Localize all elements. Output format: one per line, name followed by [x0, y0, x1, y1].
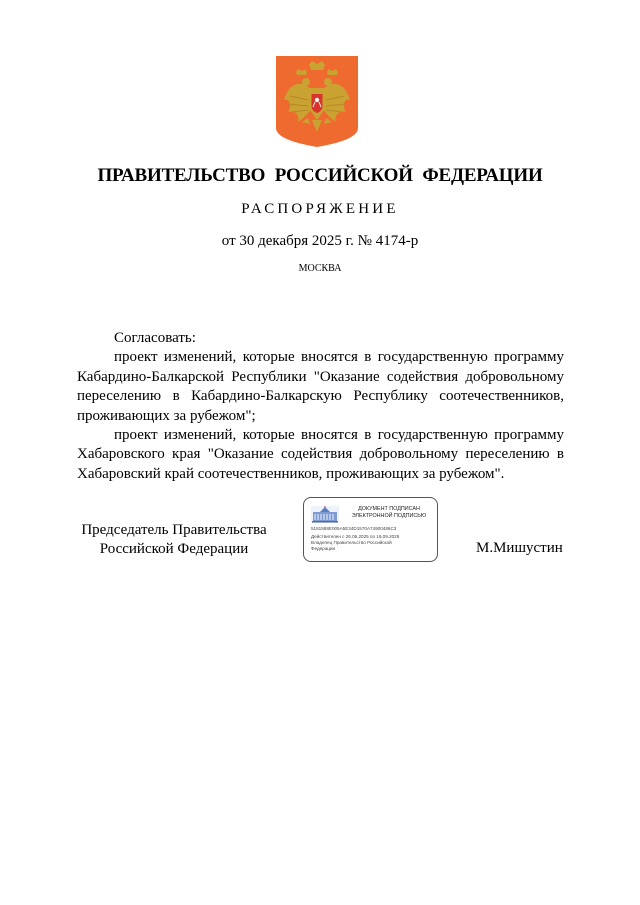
document-type: РАСПОРЯЖЕНИЕ [241, 201, 399, 217]
order-body [77, 329, 564, 484]
stamp-heading-line: ДОКУМЕНТ ПОДПИСАН [358, 506, 420, 512]
government-title: ПРАВИТЕЛЬСТВО РОССИЙСКОЙ ФЕДЕРАЦИИ [97, 165, 543, 186]
government-building-icon [311, 506, 339, 523]
russian-coat-of-arms-icon [276, 56, 358, 147]
signer-title-line: Председатель Правительства [81, 522, 267, 538]
order-item: проект изменений, которые вносятся в государственную программу Кабардино-Балкарской Республики "Оказание содействия добровольному переселению в Кабардино-Балкарскую Республику соотечественников, проживающих за рубежом"; [77, 349, 564, 424]
document-date-number: от 30 декабря 2025 г. № 4174-р [221, 233, 419, 249]
stamp-owner: Владелец Правительство Российской [311, 540, 392, 545]
stamp-validity: Действителен с 26.06.2025 по 19.09.2026 [311, 534, 400, 539]
signer-title-line: Российской Федерации [99, 541, 249, 557]
stamp-heading-line: ЭЛЕКТРОННОЙ ПОДПИСЬЮ [351, 513, 427, 519]
stamp-certificate: 5181588E005A5E34D1570A74900486C3 [311, 526, 397, 531]
signer-title [68, 521, 280, 559]
order-item: проект изменений, которые вносятся в государственную программу Хабаровского края "Оказание содействия добровольному переселению в Хабаровский край соотечественников, проживающих за рубежом". [77, 427, 564, 482]
stamp-owner: Федерации [311, 546, 336, 551]
electronic-signature-stamp [303, 497, 438, 562]
stamp-heading [344, 506, 434, 520]
order-lead: Согласовать: [114, 330, 196, 346]
signer-name: М.Мишустин [476, 540, 563, 556]
document-city: МОСКВА [298, 263, 342, 274]
